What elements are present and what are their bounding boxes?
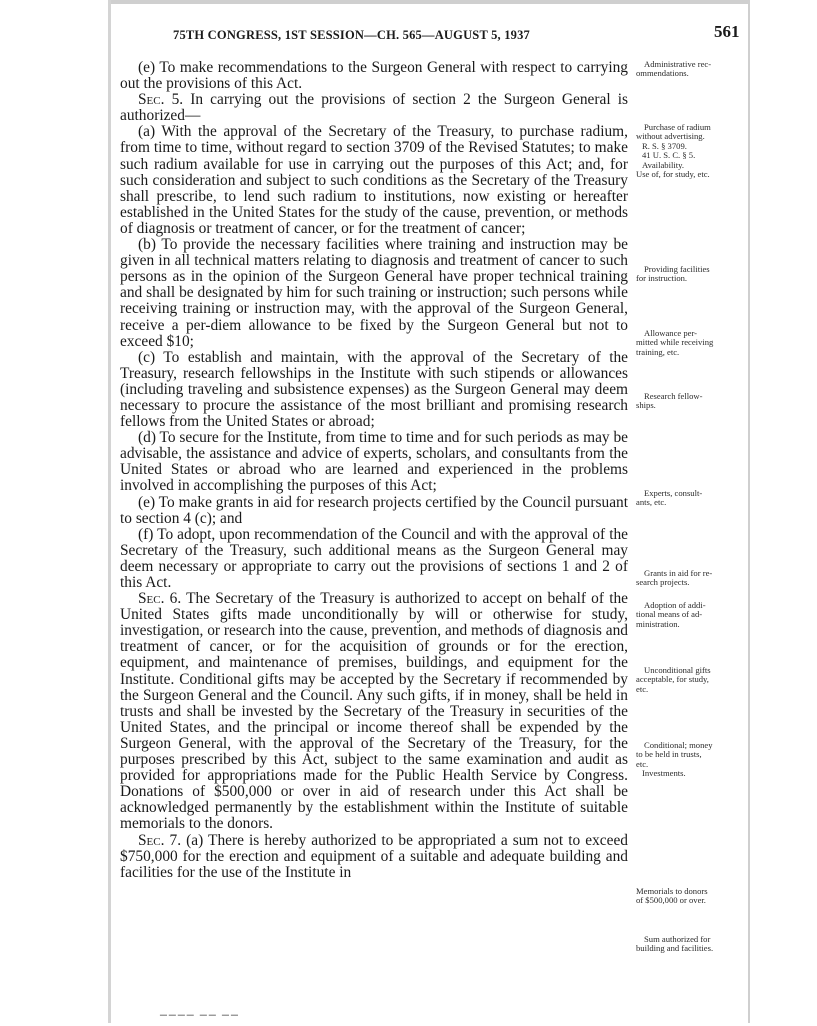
margin-note: Adoption of addi- tional means of ad- ministration. <box>636 600 706 629</box>
margin-note: Conditional; money to be held in trusts, etc. Investments. <box>636 740 713 779</box>
margin-note: Providing facilities for instruction. <box>636 264 710 284</box>
margin-note: Administrative rec- ommendations. <box>636 59 712 79</box>
paragraph-recommendations: (e) To make recommendations to the Surgeon General with respect to carrying out the provisions of this Act. <box>120 59 628 93</box>
page-number: 561 <box>714 22 740 41</box>
scan-border-top <box>108 0 750 4</box>
statute-body <box>120 60 628 881</box>
scan-border-left <box>108 0 111 1023</box>
margin-note: Experts, consult- ants, etc. <box>636 488 703 508</box>
margin-note: Grants in aid for re- search projects. <box>636 568 713 588</box>
paragraph-grants: (e) To make grants in aid for research projects certified by the Council pursuant to section 4 (c); and <box>120 493 628 527</box>
margin-note: Unconditional gifts acceptable, for study, etc. <box>636 665 711 694</box>
scan-border-right <box>748 0 750 1023</box>
paragraph-additional-means: (f) To adopt, upon recommendation of the Council and with the approval of the Secretary of the Treasury, such additional means as the Surgeon General may deem necessary or appropriate to carry out the provisions of sections 1 and 2 of this Act. <box>120 525 628 591</box>
paragraph-fellowships: (c) To establish and maintain, with the approval of the Secretary of the Treasury, research fellowships in the Institute with such stipends or allowances (including traveling and subsistence expenses) as the Surgeon General may deem necessary to procure the assistance of the most brilliant and promising research fellows from the United States or abroad; <box>120 348 628 431</box>
margin-note: Purchase of radium without advertising. R. S. § 3709. 41 U. S. C. § 5. Availability. Use of, for study, etc. <box>636 122 711 180</box>
running-head: 75TH CONGRESS, 1ST SESSION—CH. 565—AUGUST 5, 1937 <box>173 28 530 42</box>
paragraph-training: (b) To provide the necessary facilities where training and instruction may be given in all technical matters relating to diagnosis and treatment of cancer to such persons as in the opinion of the Surgeon General have proper technical training and shall be designated by him for such training or instruction; such persons while receiving training or instruction may, with the approval of the Surgeon General, receive a per-diem allowance to be fixed by the Surgeon General but not to exceed $10; <box>120 236 628 350</box>
margin-note: Research fellow- ships. <box>636 391 703 411</box>
section-label: Sec. 6. <box>138 590 182 608</box>
section-label: Sec. 5. <box>138 91 184 109</box>
paragraph-sec-7: Sec. 7. (a) There is hereby authorized to be appropriated a sum not to exceed $750,000 for the erection and equipment of a suitable and adequate building and facilities for the use of the Institute in <box>120 831 628 881</box>
margin-note: Sum authorized for building and facilities. <box>636 934 714 954</box>
section-label: Sec. 7. <box>138 831 182 849</box>
margin-note: Memorials to donors of $500,000 or over. <box>636 886 708 906</box>
paragraph-sec-6: Sec. 6. The Secretary of the Treasury is authorized to accept on behalf of the United States gifts made unconditionally by will or otherwise for study, investigation, or research into the cause, prevention, and methods of diagnosis and treatment of cancer, or for the acquisition of grounds or for the erection, equipment, and maintenance of premises, buildings, and equipment for the Institute. Conditional gifts may be accepted by the Secretary if recommended by the Surgeon General and the Council. Any such gifts, if in money, shall be held in trusts and shall be invested by the Secretary of the Treasury in securities of the United States, and the principal or income thereof shall be expended by the Surgeon General, with the approval of the Secretary of the Treasury, for the purposes prescribed by this Act, subject to the same examination and audit as provided for appropriations made for the Public Health Service by Congress. Donations of $500,000 or over in aid of research under this Act shall be acknowledged permanently by the establishment within the Institute of suitable memorials to the donors. <box>120 590 629 833</box>
margin-note: Allowance per- mitted while receiving training, etc. <box>636 328 714 357</box>
paragraph-experts: (d) To secure for the Institute, from time to time and for such periods as may be advisable, the assistance and advice of experts, scholars, and consultants from the United States or abroad who are learned and experienced in the problems involved in accomplishing the purposes of this Act; <box>120 429 628 495</box>
scan-artifact: ▔▔▔▔ ▔▔ ▔▔ <box>160 1015 240 1025</box>
paragraph-sec-5: Sec. 5. In carrying out the provisions of section 2 the Surgeon General is authorized— <box>120 91 628 125</box>
paragraph-radium: (a) With the approval of the Secretary of the Treasury, to purchase radium, from time to time, without regard to section 3709 of the Revised Statutes; to make such radium available for use in carrying out the purposes of this Act; and, for such consideration and subject to such conditions as the Secretary of the Treasury shall prescribe, to lend such radium to institutions, now existing or hereafter established in the United States for the study of the cause, prevention, or methods of diagnosis or treatment of cancer, or for the treatment of cancer; <box>120 123 628 237</box>
